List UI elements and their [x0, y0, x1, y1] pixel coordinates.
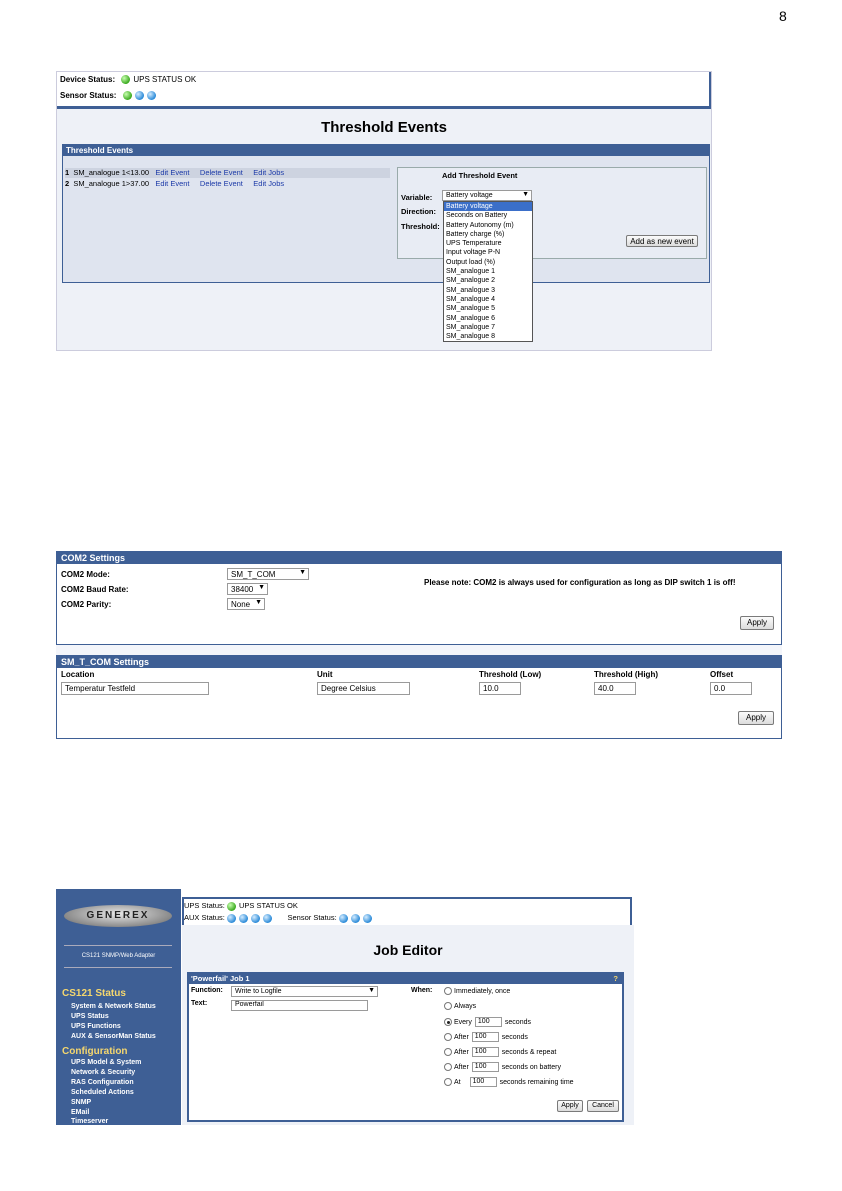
sensor-status-label: Sensor Status:	[60, 91, 117, 100]
dropdown-option[interactable]: Battery charge (%)	[446, 230, 505, 238]
chevron-down-icon: ▼	[258, 584, 265, 591]
after-battery-input[interactable]: 100	[472, 1062, 499, 1072]
when-always-option[interactable]	[444, 1002, 476, 1010]
edit-event-link[interactable]: Edit Event	[155, 179, 190, 188]
variable-select-value: Battery voltage	[446, 192, 493, 199]
com2-baud-label: COM2 Baud Rate:	[61, 585, 129, 594]
option-label: After	[454, 1063, 469, 1071]
function-select[interactable]	[231, 986, 378, 997]
dropdown-option[interactable]: Input voltage P-N	[446, 249, 501, 257]
radio-icon	[444, 1048, 452, 1056]
sidebar-section-configuration: Configuration	[62, 1046, 128, 1057]
ups-status-label: UPS Status:	[184, 901, 225, 910]
direction-label: Direction:	[401, 207, 437, 216]
aux-blue-icon	[263, 914, 272, 923]
threshold-low-input[interactable]: 10.0	[479, 682, 521, 695]
divider	[64, 945, 172, 946]
radio-icon	[444, 1063, 452, 1071]
sidebar-item-system-network[interactable]: System & Network Status	[71, 1003, 156, 1010]
aux-status-row	[184, 913, 375, 923]
sidebar-item-ras[interactable]: RAS Configuration	[71, 1079, 134, 1086]
panel-title: Threshold Events	[63, 145, 709, 156]
sidebar-section-status: CS121 Status	[62, 988, 126, 999]
radio-icon	[444, 1033, 452, 1041]
com2-settings-screenshot	[56, 551, 782, 739]
sensor-blue-icon	[135, 91, 144, 100]
add-event-title: Add Threshold Event	[442, 171, 518, 180]
event-name: SM_analogue 1<13.00	[73, 168, 150, 177]
offset-input[interactable]: 0.0	[710, 682, 752, 695]
apply-button[interactable]: Apply	[557, 1100, 583, 1112]
option-label: After	[454, 1033, 469, 1041]
radio-selected-icon	[444, 1018, 452, 1026]
option-unit: seconds	[501, 1033, 528, 1041]
threshold-label: Threshold:	[401, 222, 440, 231]
dropdown-option[interactable]: SM_analogue 2	[446, 277, 496, 285]
page-title: Job Editor	[373, 942, 443, 958]
com2-baud-value: 38400	[231, 585, 254, 594]
sidebar-item-snmp[interactable]: SNMP	[71, 1099, 92, 1106]
device-status-label: Device Status:	[60, 75, 116, 84]
radio-icon	[444, 1078, 452, 1086]
option-unit: seconds	[504, 1018, 531, 1026]
when-every-option[interactable]	[444, 1017, 531, 1027]
adapter-name: CS121 SNMP/Web Adapter	[81, 953, 156, 959]
col-unit: Unit	[317, 670, 333, 679]
help-icon[interactable]: ?	[613, 974, 618, 983]
threshold-events-screenshot	[56, 71, 712, 351]
variable-label: Variable:	[401, 193, 433, 202]
option-unit: seconds & repeat	[501, 1048, 557, 1056]
event-row	[65, 168, 390, 178]
apply-button[interactable]: Apply	[738, 711, 774, 725]
edit-event-link[interactable]: Edit Event	[155, 168, 190, 177]
option-label: Always	[454, 1002, 477, 1010]
status-box	[182, 897, 632, 927]
after-seconds-input[interactable]: 100	[472, 1032, 499, 1042]
com2-settings-panel	[56, 551, 782, 645]
when-immediately-option[interactable]	[444, 987, 510, 995]
when-after-option[interactable]	[444, 1032, 528, 1042]
event-number: 2	[65, 179, 70, 188]
delete-event-link[interactable]: Delete Event	[199, 179, 243, 188]
aux-blue-icon	[227, 914, 236, 923]
dropdown-option[interactable]: SM_analogue 6	[446, 314, 496, 322]
option-label: Immediately, once	[454, 987, 511, 995]
event-number: 1	[65, 168, 70, 177]
com2-baud-select[interactable]	[227, 583, 268, 595]
dropdown-option[interactable]: SM_analogue 1	[446, 268, 496, 276]
com2-parity-select[interactable]	[227, 598, 265, 610]
variable-select[interactable]	[442, 190, 532, 201]
radio-icon	[444, 1002, 452, 1010]
when-at-option[interactable]	[444, 1077, 574, 1087]
dropdown-option[interactable]: SM_analogue 5	[446, 305, 496, 313]
smtcom-settings-panel	[56, 655, 782, 739]
sidebar-item-ups-status[interactable]: UPS Status	[71, 1013, 109, 1020]
col-location: Location	[61, 670, 95, 679]
sensor-green-icon	[123, 91, 132, 100]
dropdown-option[interactable]: SM_analogue 8	[446, 333, 496, 341]
job-title: 'Powerfail' Job 1	[191, 974, 250, 983]
chevron-down-icon: ▼	[368, 987, 375, 994]
device-status-row	[60, 75, 196, 84]
sidebar-item-timeserver[interactable]: Timeserver	[71, 1118, 109, 1125]
dropdown-option[interactable]: SM_analogue 3	[446, 286, 496, 294]
option-label: Every	[454, 1018, 472, 1026]
when-after-repeat-option[interactable]	[444, 1047, 556, 1057]
dropdown-option[interactable]: SM_analogue 7	[446, 323, 496, 331]
sensor-blue-icon	[351, 914, 360, 923]
option-label: At	[454, 1078, 461, 1086]
status-box	[57, 72, 712, 109]
edit-jobs-link[interactable]: Edit Jobs	[253, 168, 285, 177]
dropdown-option[interactable]: Output load (%)	[446, 258, 496, 266]
sensor-status-label: Sensor Status:	[287, 913, 337, 922]
unit-input[interactable]: Degree Celsius	[317, 682, 410, 695]
every-seconds-input[interactable]: 100	[475, 1017, 502, 1027]
location-input[interactable]: Temperatur Testfeld	[61, 682, 209, 695]
sidebar-item-email[interactable]: EMail	[71, 1109, 90, 1116]
option-unit: seconds on battery	[501, 1063, 561, 1071]
apply-button[interactable]: Apply	[740, 616, 774, 630]
after-repeat-input[interactable]: 100	[472, 1047, 499, 1057]
event-name: SM_analogue 1>37.00	[73, 179, 150, 188]
device-status-text: UPS STATUS OK	[133, 75, 197, 84]
status-ok-icon	[227, 902, 236, 911]
sensor-blue-icon	[339, 914, 348, 923]
smtcom-panel-title: SM_T_COM Settings	[57, 656, 781, 668]
sensor-blue-icon	[363, 914, 372, 923]
page-title: Threshold Events	[321, 119, 447, 136]
divider	[64, 967, 172, 968]
job-title-bar	[189, 974, 622, 984]
com2-mode-value: SM_T_COM	[231, 570, 276, 579]
com2-mode-select[interactable]	[227, 568, 309, 580]
job-editor-screenshot	[56, 889, 634, 1125]
option-label: After	[454, 1048, 469, 1056]
dropdown-option[interactable]: UPS Temperature	[446, 240, 502, 248]
com2-panel-title: COM2 Settings	[57, 552, 781, 564]
add-new-event-button[interactable]: Add as new event	[626, 235, 698, 247]
sidebar-item-aux-sensorman[interactable]: AUX & SensorMan Status	[71, 1033, 156, 1040]
dropdown-option[interactable]: Battery voltage	[444, 202, 532, 211]
radio-icon	[444, 987, 452, 995]
chevron-down-icon: ▼	[522, 191, 529, 198]
dropdown-option[interactable]: SM_analogue 4	[446, 295, 496, 303]
function-label: Function:	[191, 987, 223, 994]
threshold-high-input[interactable]: 40.0	[594, 682, 636, 695]
when-label: When:	[411, 987, 433, 994]
sidebar	[56, 889, 181, 1125]
sidebar-item-scheduled[interactable]: Scheduled Actions	[71, 1089, 134, 1096]
aux-blue-icon	[251, 914, 260, 923]
aux-status-label: AUX Status:	[184, 913, 225, 922]
dropdown-option[interactable]: Battery Autonomy (m)	[446, 221, 514, 229]
col-threshold-low: Threshold (Low)	[479, 670, 542, 679]
text-input[interactable]: Powerfail	[231, 1000, 368, 1011]
at-seconds-input[interactable]: 100	[470, 1077, 497, 1087]
event-row	[65, 179, 284, 189]
com2-note: Please note: COM2 is always used for configuration as long as DIP switch 1 is off!	[424, 578, 736, 587]
job-editor-panel	[187, 972, 624, 1122]
ups-status-row	[184, 901, 298, 911]
status-ok-icon	[121, 75, 130, 84]
chevron-down-icon: ▼	[299, 569, 306, 576]
generex-logo: GENEREX	[64, 905, 172, 927]
when-after-battery-option[interactable]	[444, 1062, 561, 1072]
aux-blue-icon	[239, 914, 248, 923]
delete-event-link[interactable]: Delete Event	[199, 168, 243, 177]
chevron-down-icon: ▼	[255, 599, 262, 606]
variable-dropdown-list	[443, 201, 533, 342]
sensor-blue-icon	[147, 91, 156, 100]
dropdown-option[interactable]: Seconds on Battery	[446, 212, 508, 220]
col-offset: Offset	[710, 670, 734, 679]
function-value: Write to Logfile	[235, 988, 282, 995]
option-unit: seconds remaining time	[499, 1078, 574, 1086]
cancel-button[interactable]: Cancel	[587, 1100, 619, 1112]
com2-parity-value: None	[231, 600, 251, 609]
page-number: 8	[779, 8, 787, 24]
sidebar-item-ups-model[interactable]: UPS Model & System	[71, 1059, 142, 1066]
sidebar-item-network-security[interactable]: Network & Security	[71, 1069, 136, 1076]
com2-parity-label: COM2 Parity:	[61, 600, 112, 609]
edit-jobs-link[interactable]: Edit Jobs	[253, 179, 285, 188]
col-threshold-high: Threshold (High)	[594, 670, 658, 679]
text-label: Text:	[191, 1000, 208, 1007]
sidebar-item-ups-functions[interactable]: UPS Functions	[71, 1023, 121, 1030]
ups-status-text: UPS STATUS OK	[238, 901, 298, 910]
sensor-status-row	[60, 91, 159, 100]
com2-mode-label: COM2 Mode:	[61, 570, 110, 579]
